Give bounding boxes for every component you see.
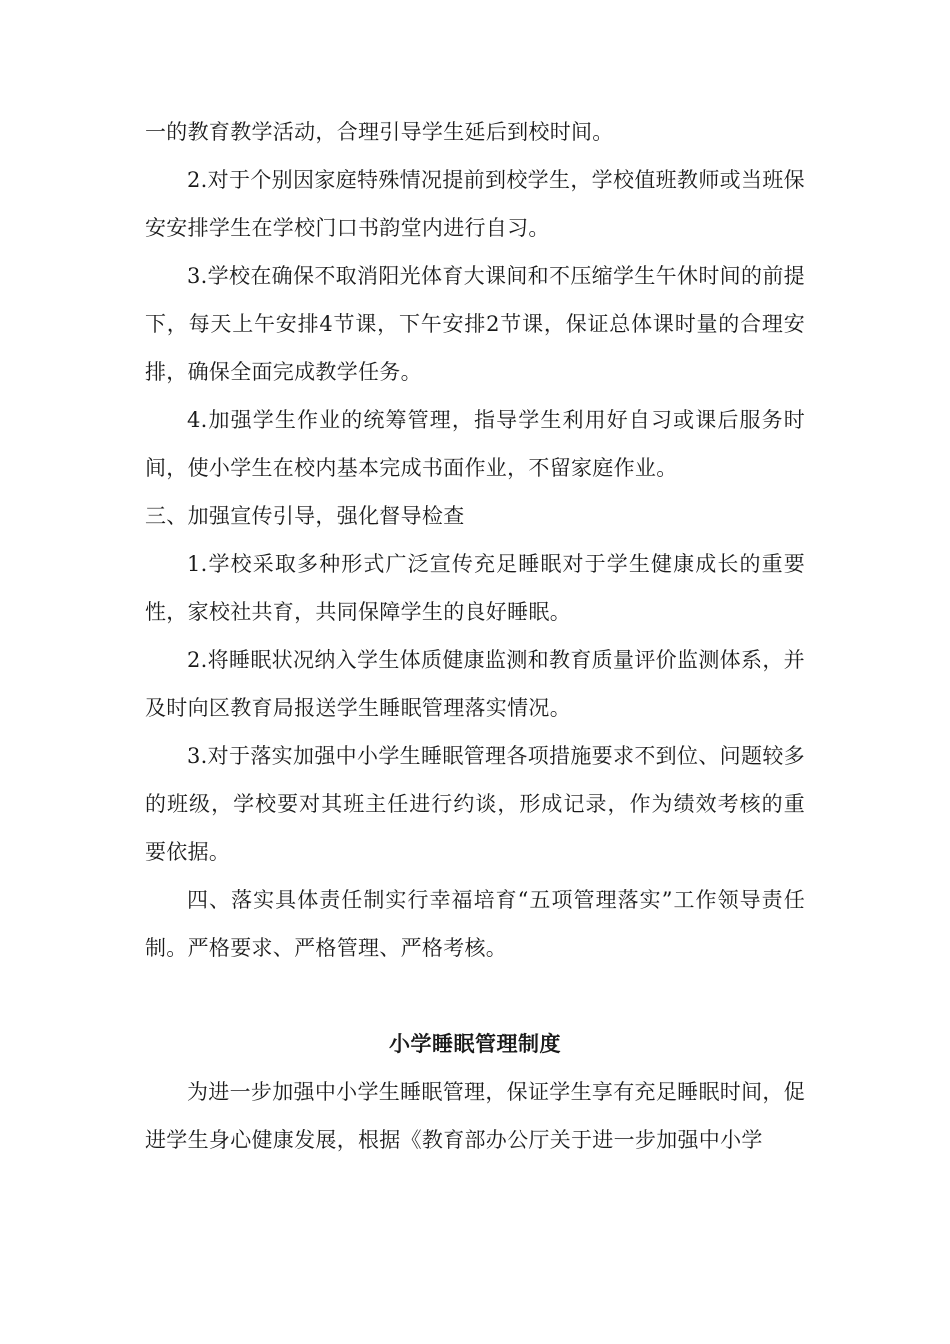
paragraph-section3-item-3: 3.对于落实加强中小学生睡眠管理各项措施要求不到位、问题较多的班级，学校要对其班主任进行约谈，形成记录，作为绩效考核的重要依据。: [145, 744, 805, 864]
paragraph-continuation: 一的教育教学活动，合理引导学生延后到校时间。: [145, 120, 614, 144]
paragraph-section3-item-2: 2.将睡眠状况纳入学生体质健康监测和教育质量评价监测体系，并及时向区教育局报送学生睡眠管理落实情况。: [145, 648, 805, 720]
document-title: 小学睡眠管理制度: [389, 1032, 561, 1056]
paragraph-item-3: 3.学校在确保不取消阳光体育大课间和不压缩学生午休时间的前提下，每天上午安排4节课，下午安排2节课，保证总体课时量的合理安排，确保全面完成教学任务。: [145, 264, 805, 384]
document-body: [145, 108, 805, 1164]
paragraph-item-4: 4.加强学生作业的统筹管理，指导学生利用好自习或课后服务时间，使小学生在校内基本完成书面作业，不留家庭作业。: [145, 408, 805, 480]
paragraph-section3-item-1: 1.学校采取多种形式广泛宣传充足睡眠对于学生健康成长的重要性，家校社共育，共同保障学生的良好睡眠。: [145, 552, 805, 624]
section-heading-three: 三、加强宣传引导，强化督导检查: [145, 504, 465, 528]
paragraph-intro: 为进一步加强中小学生睡眠管理，保证学生享有充足睡眠时间，促进学生身心健康发展，根据《教育部办公厅关于进一步加强中小学: [145, 1080, 805, 1152]
section-heading-four: 四、落实具体责任制实行幸福培育“五项管理落实”工作领导责任制。严格要求、严格管理、严格考核。: [145, 888, 805, 960]
paragraph-item-2: 2.对于个别因家庭特殊情况提前到校学生，学校值班教师或当班保安安排学生在学校门口书韵堂内进行自习。: [145, 168, 805, 240]
